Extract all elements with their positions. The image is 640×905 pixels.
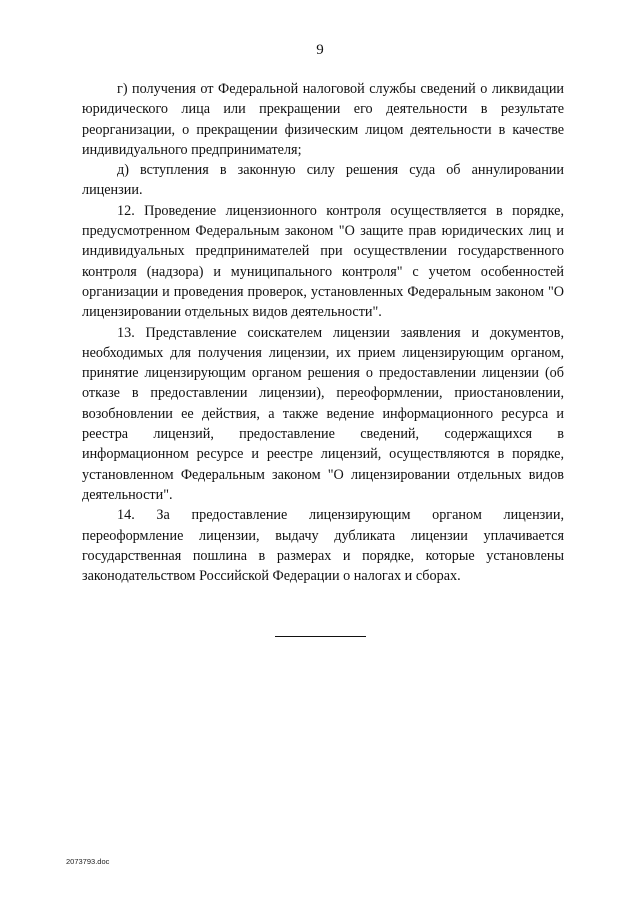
- paragraph-12: 12. Проведение лицензионного контроля осуществляется в порядке, предусмотренном Федеральным законом "О защите прав юридических лиц и индивидуальных предпринимателей при осуществлении государственного контроля (надзора) и муниципального контроля" с учетом особенностей организации и проведения проверок, установленных Федеральным законом "О лицензировании отдельных видов деятельности".: [82, 202, 564, 321]
- paragraph-13: 13. Представление соискателем лицензии заявления и документов, необходимых для получения лицензии, их прием лицензирующим органом, принятие лицензирующим органом решения о предоставлении лицензии (об отказе в предоставлении лицензии), переоформлении, приостановлении, возобновлении ее действия, а также ведение информационного ресурса и реестра лицензий, предоставление сведений, содержащихся в информационном ресурсе и реестре лицензий, осуществляются в порядке, установленном Федеральным законом "О лицензировании отдельных видов деятельности".: [82, 324, 564, 503]
- page-number: 9: [316, 42, 324, 58]
- end-divider: [275, 636, 366, 637]
- paragraph-g: г) получения от Федеральной налоговой службы сведений о ликвидации юридического лица или прекращении его деятельности в результате реорганизации, о прекращении физическим лицом деятельности в качестве индивидуального предпринимателя;: [82, 81, 564, 158]
- paragraph-d: д) вступления в законную силу решения суда об аннулировании лицензии.: [82, 162, 564, 199]
- paragraph-14: 14. За предоставление лицензирующим органом лицензии, переоформление лицензии, выдачу дубликата лицензии уплачивается государственная пошлина в размерах и порядке, которые установлены законодательством Российской Федерации о налогах и сборах.: [82, 507, 564, 585]
- document-body: [82, 79, 564, 586]
- document-id: 2073793.doc: [66, 857, 110, 866]
